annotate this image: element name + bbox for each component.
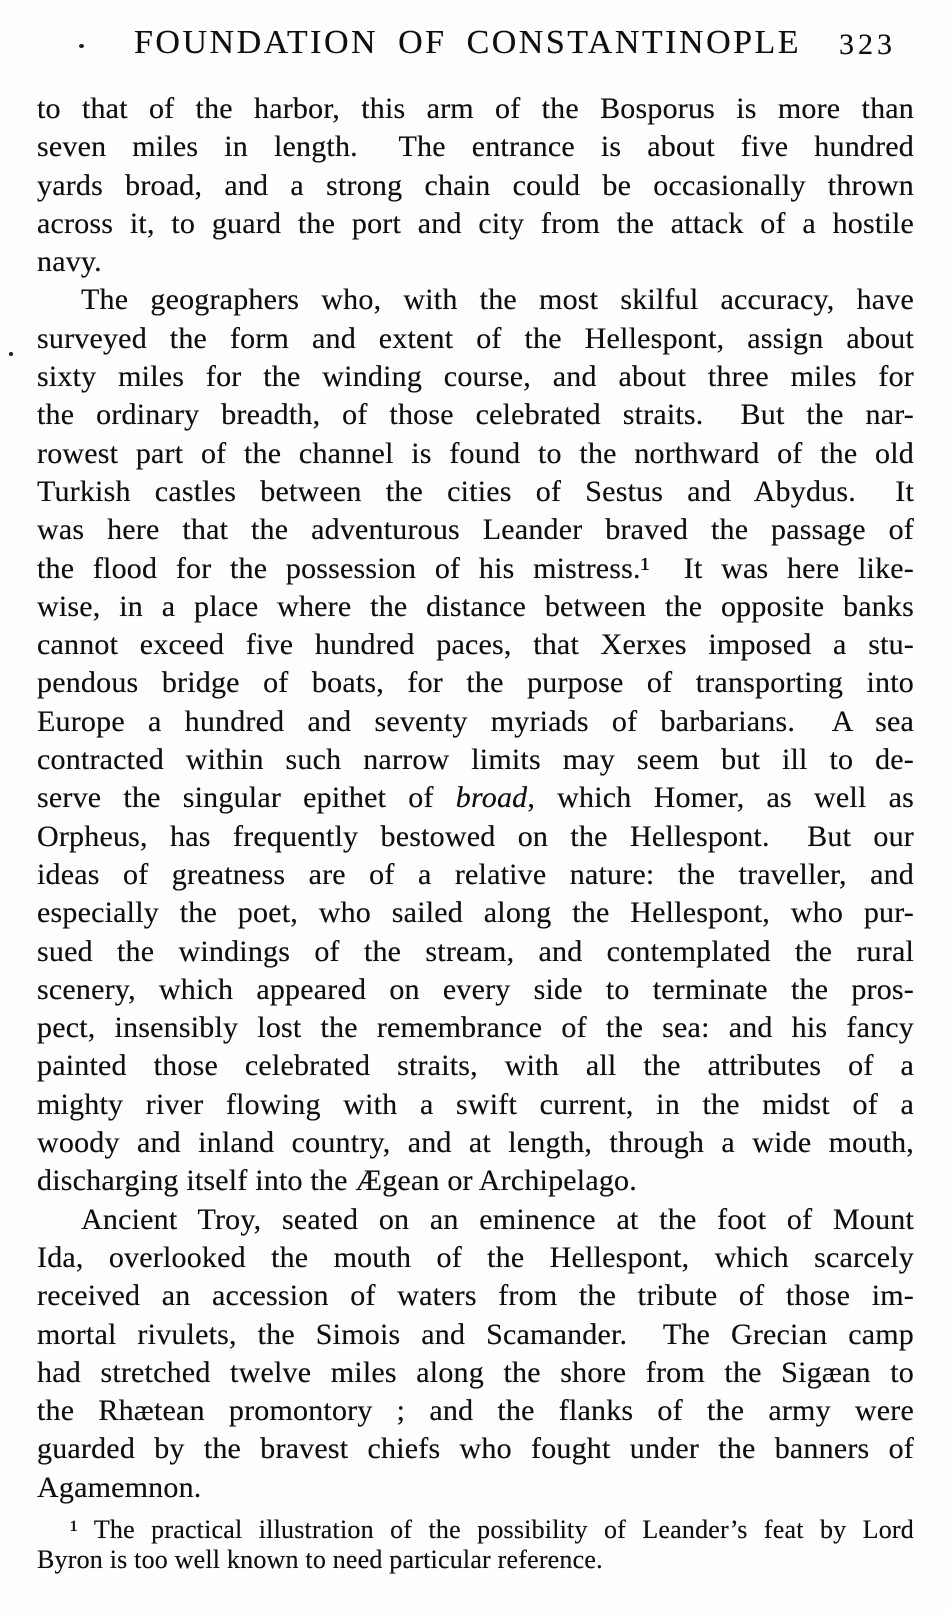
text-line: was here that the adventurous Leander braved the passage of [37, 513, 914, 547]
text-line: yards broad, and a strong chain could be occasionally thrown [37, 168, 914, 202]
paragraph-2 [37, 281, 914, 1200]
text-line: the flood for the possession of his mistress.¹ It was here like- [37, 551, 914, 585]
text-line: surveyed the form and extent of the Hellespont, assign about [37, 321, 914, 355]
footnote-line: Byron is too well known to need particular reference. [37, 1544, 603, 1574]
footnote-line: ¹ The practical illustration of the possibility of Leander’s feat by Lord [70, 1515, 914, 1544]
text-line: the ordinary breadth, of those celebrated straits. But the nar- [37, 398, 914, 432]
text-line: sued the windings of the stream, and contemplated the rural [37, 934, 914, 968]
text-line: Turkish castles between the cities of Sestus and Abydus. It [37, 474, 914, 508]
text-line: discharging itself into the Ægean or Archipelago. [37, 1164, 637, 1198]
text-line: scenery, which appeared on every side to terminate the pros- [37, 972, 914, 1006]
text-line: across it, to guard the port and city from the attack of a hostile [37, 206, 914, 240]
text-line: mortal rivulets, the Simois and Scamander. The Grecian camp [37, 1317, 914, 1351]
text-line: pect, insensibly lost the remembrance of the sea: and his fancy [37, 1011, 914, 1045]
text-line: Ancient Troy, seated on an eminence at the foot of Mount [81, 1202, 914, 1236]
text-line: navy. [37, 245, 102, 279]
page-text [37, 90, 914, 1507]
text-line: ideas of greatness are of a relative nature: the traveller, and [37, 857, 914, 891]
text-line: Agamemnon. [37, 1470, 202, 1504]
text-line: had stretched twelve miles along the shore from the Sigæan to [37, 1355, 914, 1389]
running-head-title: FOUNDATION OF CONSTANTINOPLE [134, 24, 802, 61]
paragraph-1 [37, 90, 914, 281]
text-line: painted those celebrated straits, with all the attributes of a [37, 1049, 914, 1083]
italic-word: broad [455, 781, 528, 815]
text-line: Ida, overlooked the mouth of the Hellespont, which scarcely [37, 1240, 914, 1274]
text-line: mighty river flowing with a swift current, in the midst of a [37, 1087, 914, 1121]
text-line: Orpheus, has frequently bestowed on the Hellespont. But our [37, 819, 914, 853]
paragraph-3 [37, 1201, 914, 1507]
text-line: woody and inland country, and at length, through a wide mouth, [37, 1126, 914, 1160]
text-line: to that of the harbor, this arm of the Bosporus is more than [37, 92, 914, 125]
text-line: pendous bridge of boats, for the purpose of transporting into [37, 666, 914, 700]
scan-speck [9, 352, 13, 356]
text-line: rowest part of the channel is found to the northward of the old [37, 436, 914, 470]
text-line: guarded by the bravest chiefs who fought under the banners of [37, 1432, 914, 1466]
text-line: The geographers who, with the most skilful accuracy, have [81, 283, 914, 317]
text-line: the Rhætean promontory ; and the flanks of the army were [37, 1394, 914, 1428]
text-line: seven miles in length. The entrance is about five hundred [37, 130, 914, 164]
text-line: especially the poet, who sailed along the Hellespont, who pur- [37, 896, 914, 930]
text-line: Europe a hundred and seventy myriads of barbarians. A sea [37, 704, 914, 738]
text-line: received an accession of waters from the tribute of those im- [37, 1279, 914, 1313]
text-line: wise, in a place where the distance between the opposite banks [37, 589, 914, 623]
scan-speck [79, 44, 84, 48]
text-line: sixty miles for the winding course, and about three miles for [37, 360, 914, 394]
text-segment: , which Homer, as well as [527, 781, 914, 815]
page-number: 323 [839, 28, 896, 61]
footnote [37, 1515, 914, 1574]
text-segment: serve the singular epithet of [37, 781, 456, 815]
text-line: cannot exceed five hundred paces, that Xerxes imposed a stu- [37, 628, 914, 662]
text-line: contracted within such narrow limits may seem but ill to de- [37, 743, 914, 777]
text-line [37, 779, 914, 817]
